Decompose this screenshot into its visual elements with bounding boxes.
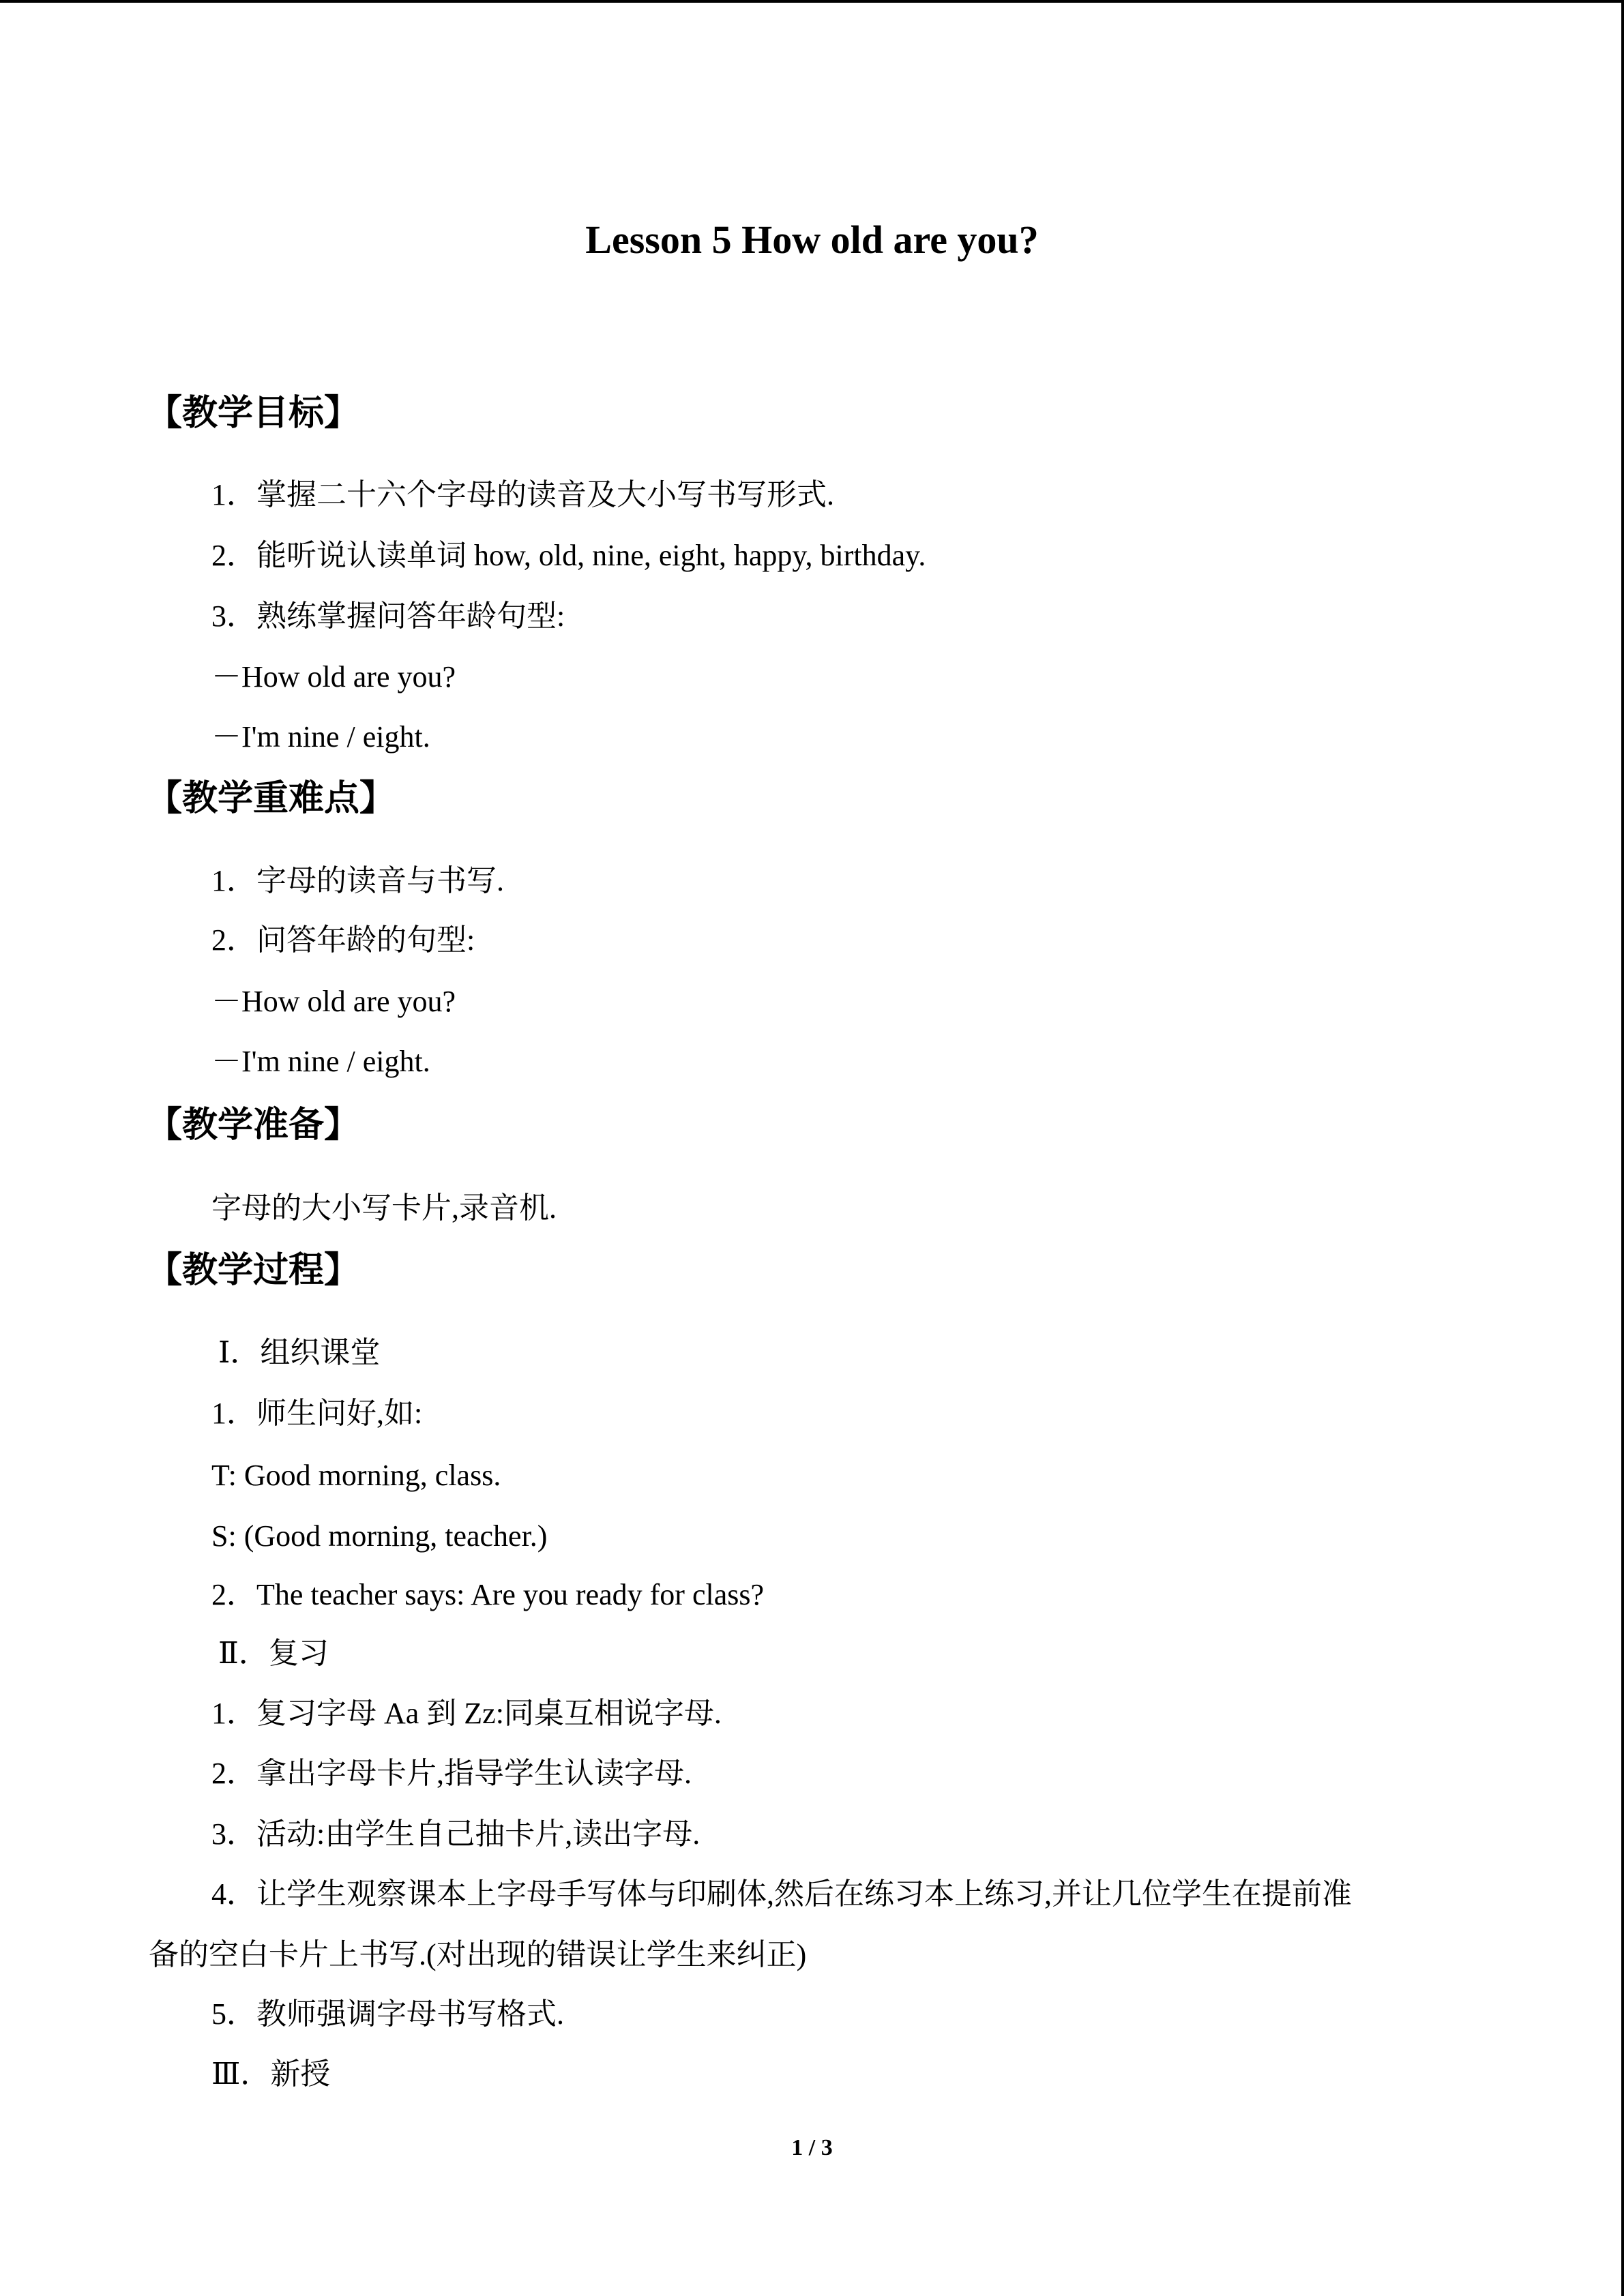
process-line-7: 1．复习字母 Aa 到 Zz:同桌互相说字母. xyxy=(211,1697,722,1730)
preparation-line-1: 字母的大小写卡片,录音机. xyxy=(211,1191,557,1225)
process-line-6: Ⅱ．复习 xyxy=(218,1637,329,1670)
key-point-line-1: 1．字母的读音与书写. xyxy=(211,864,504,897)
process-line-12: 5．教师强调字母书写格式. xyxy=(211,1997,564,2031)
objective-line-3: 3．熟练掌握问答年龄句型: xyxy=(211,599,565,633)
process-line-8: 2．拿出字母卡片,指导学生认读字母. xyxy=(211,1757,692,1790)
process-line-4: S: (Good morning, teacher.) xyxy=(211,1519,548,1553)
process-line-11: 备的空白卡片上书写.(对出现的错误让学生来纠正) xyxy=(149,1938,807,1971)
page-number: 1 / 3 xyxy=(791,2135,833,2160)
section-heading-key-points: 【教学重难点】 xyxy=(147,778,396,819)
process-line-13: Ⅲ．新授 xyxy=(211,2057,331,2091)
objective-line-5: －I'm nine / eight. xyxy=(211,720,430,754)
process-line-5: 2．The teacher says: Are you ready for class? xyxy=(211,1578,765,1611)
key-point-line-3: －How old are you? xyxy=(211,985,456,1018)
document-title: Lesson 5 How old are you? xyxy=(585,218,1039,262)
process-line-9: 3．活动:由学生自己抽卡片,读出字母. xyxy=(211,1817,700,1851)
section-heading-preparation: 【教学准备】 xyxy=(147,1105,360,1146)
section-heading-objectives: 【教学目标】 xyxy=(147,393,360,434)
key-point-line-4: －I'm nine / eight. xyxy=(211,1045,430,1078)
objective-line-4: －How old are you? xyxy=(211,660,456,694)
key-point-line-2: 2．问答年龄的句型: xyxy=(211,923,475,957)
objective-line-1: 1．掌握二十六个字母的读音及大小写书写形式. xyxy=(211,478,834,511)
process-line-10: 4．让学生观察课本上字母手写体与印刷体,然后在练习本上练习,并让几位学生在提前准 xyxy=(211,1877,1352,1911)
section-heading-process: 【教学过程】 xyxy=(147,1250,360,1291)
objective-line-2: 2．能听说认读单词 how, old, nine, eight, happy, birthday. xyxy=(211,539,926,572)
process-line-2: 1．师生问好,如: xyxy=(211,1397,423,1430)
process-line-3: T: Good morning, class. xyxy=(211,1459,501,1492)
process-line-1: Ⅰ．组织课堂 xyxy=(218,1336,381,1369)
